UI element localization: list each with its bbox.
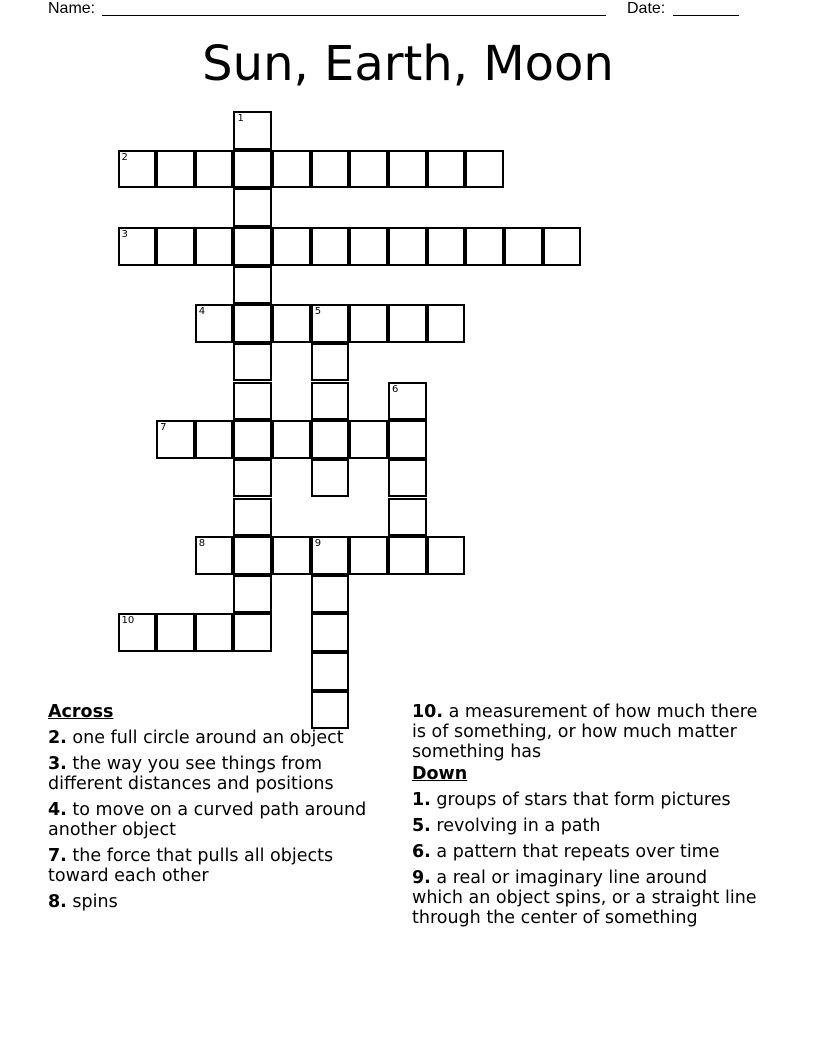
grid-cell[interactable] bbox=[233, 343, 272, 382]
grid-cell[interactable] bbox=[388, 459, 427, 498]
grid-cell[interactable] bbox=[272, 150, 311, 189]
date-label: Date: bbox=[627, 0, 666, 17]
cell-number: 8 bbox=[198, 538, 206, 550]
grid-cell[interactable] bbox=[233, 498, 272, 537]
grid-cell[interactable] bbox=[349, 227, 388, 266]
cell-number: 4 bbox=[198, 306, 206, 318]
clue-text: to move on a curved path around another object bbox=[48, 800, 367, 840]
grid-cell[interactable] bbox=[311, 420, 350, 459]
clue-number: 4. bbox=[48, 800, 67, 820]
grid-cell[interactable] bbox=[272, 536, 311, 575]
cell-number: 10 bbox=[121, 615, 135, 627]
grid-cell[interactable] bbox=[233, 266, 272, 305]
grid-cell[interactable] bbox=[195, 227, 234, 266]
grid-cell[interactable] bbox=[156, 227, 195, 266]
grid-cell[interactable] bbox=[118, 227, 157, 266]
clue-text: a pattern that repeats over time bbox=[436, 842, 720, 862]
clue-text: a real or imaginary line around which an object spins, or a straight line through the center of something bbox=[412, 868, 757, 928]
clue-text: the way you see things from different distances and positions bbox=[48, 754, 334, 794]
clue-number: 2. bbox=[48, 728, 67, 748]
clue-number: 10. bbox=[412, 702, 444, 722]
grid-cell[interactable] bbox=[465, 227, 504, 266]
grid-cell[interactable] bbox=[156, 150, 195, 189]
clue-down-1 bbox=[412, 790, 762, 810]
clue-down-6 bbox=[412, 842, 762, 862]
grid-cell[interactable] bbox=[195, 420, 234, 459]
cell-number: 9 bbox=[314, 538, 322, 550]
grid-cell[interactable] bbox=[156, 613, 195, 652]
grid-cell[interactable] bbox=[388, 150, 427, 189]
clue-number: 5. bbox=[412, 816, 431, 836]
grid-cell[interactable] bbox=[427, 227, 466, 266]
clue-text: one full circle around an object bbox=[72, 728, 344, 748]
clues-column-right bbox=[412, 702, 762, 934]
grid-cell[interactable] bbox=[311, 575, 350, 614]
grid-cell[interactable] bbox=[233, 150, 272, 189]
grid-cell[interactable] bbox=[349, 304, 388, 343]
grid-cell[interactable] bbox=[388, 536, 427, 575]
grid-cell[interactable] bbox=[388, 227, 427, 266]
grid-cell[interactable] bbox=[233, 575, 272, 614]
grid-cell[interactable] bbox=[311, 343, 350, 382]
grid-cell[interactable] bbox=[195, 150, 234, 189]
grid-cell[interactable] bbox=[427, 150, 466, 189]
grid-cell[interactable] bbox=[233, 111, 272, 150]
cell-number: 1 bbox=[237, 113, 244, 124]
cell-number: 3 bbox=[121, 228, 128, 240]
grid-cell[interactable] bbox=[349, 150, 388, 189]
grid-cell[interactable] bbox=[233, 304, 272, 343]
page-title: Sun, Earth, Moon bbox=[202, 36, 614, 92]
clue-number: 7. bbox=[48, 846, 67, 866]
grid-cell[interactable] bbox=[195, 536, 234, 575]
grid-cell[interactable] bbox=[195, 304, 234, 343]
grid-cell[interactable] bbox=[388, 382, 427, 421]
grid-cell[interactable] bbox=[311, 227, 350, 266]
clue-number: 9. bbox=[412, 868, 431, 888]
grid-cell[interactable] bbox=[311, 304, 350, 343]
grid-cell[interactable] bbox=[272, 420, 311, 459]
grid-cell[interactable] bbox=[233, 382, 272, 421]
cell-number: 5 bbox=[314, 306, 322, 318]
grid-cell[interactable] bbox=[311, 652, 350, 691]
grid-cell[interactable] bbox=[311, 150, 350, 189]
grid-cell[interactable] bbox=[118, 613, 157, 652]
clue-across-8 bbox=[48, 892, 388, 912]
grid-cell[interactable] bbox=[349, 536, 388, 575]
clue-across-4 bbox=[48, 800, 388, 840]
grid-cell[interactable] bbox=[504, 227, 543, 266]
grid-cell[interactable] bbox=[311, 536, 350, 575]
clue-number: 1. bbox=[412, 790, 431, 810]
clue-across-2 bbox=[48, 728, 388, 748]
grid-cell[interactable] bbox=[118, 150, 157, 189]
clue-number: 3. bbox=[48, 754, 67, 774]
grid-cell[interactable] bbox=[543, 227, 582, 266]
grid-cell[interactable] bbox=[233, 536, 272, 575]
grid-cell[interactable] bbox=[388, 498, 427, 537]
clue-text: a measurement of how much there is of something, or how much matter something has bbox=[412, 702, 758, 762]
clues-column-left bbox=[48, 702, 388, 918]
grid-cell[interactable] bbox=[388, 304, 427, 343]
grid-cell[interactable] bbox=[311, 382, 350, 421]
clue-across-3 bbox=[48, 754, 388, 794]
grid-cell[interactable] bbox=[311, 613, 350, 652]
clue-across-7 bbox=[48, 846, 388, 886]
grid-cell[interactable] bbox=[311, 459, 350, 498]
grid-cell[interactable] bbox=[233, 420, 272, 459]
grid-cell[interactable] bbox=[272, 304, 311, 343]
grid-cell[interactable] bbox=[195, 613, 234, 652]
cell-number: 2 bbox=[121, 151, 128, 163]
grid-cell[interactable] bbox=[233, 459, 272, 498]
clue-text: spins bbox=[72, 892, 118, 912]
grid-cell[interactable] bbox=[233, 613, 272, 652]
grid-cell[interactable] bbox=[233, 188, 272, 227]
grid-cell[interactable] bbox=[465, 150, 504, 189]
clue-across-10 bbox=[412, 702, 762, 762]
clue-text: the force that pulls all objects toward each other bbox=[48, 846, 334, 886]
clue-down-9 bbox=[412, 868, 762, 928]
across-heading: Across bbox=[48, 702, 114, 722]
grid-cell[interactable] bbox=[349, 420, 388, 459]
down-heading: Down bbox=[412, 764, 468, 784]
grid-cell[interactable] bbox=[272, 227, 311, 266]
clue-down-5 bbox=[412, 816, 762, 836]
clue-text: revolving in a path bbox=[436, 816, 601, 836]
clue-text: groups of stars that form pictures bbox=[436, 790, 731, 810]
grid-cell[interactable] bbox=[233, 227, 272, 266]
cell-number: 7 bbox=[160, 422, 167, 434]
clue-number: 6. bbox=[412, 842, 431, 862]
clue-number: 8. bbox=[48, 892, 67, 912]
cell-number: 6 bbox=[392, 383, 399, 395]
grid-cell[interactable] bbox=[388, 420, 427, 459]
grid-cell[interactable] bbox=[427, 536, 466, 575]
name-label: Name: bbox=[48, 0, 96, 17]
grid-cell[interactable] bbox=[427, 304, 466, 343]
grid-cell[interactable] bbox=[156, 420, 195, 459]
